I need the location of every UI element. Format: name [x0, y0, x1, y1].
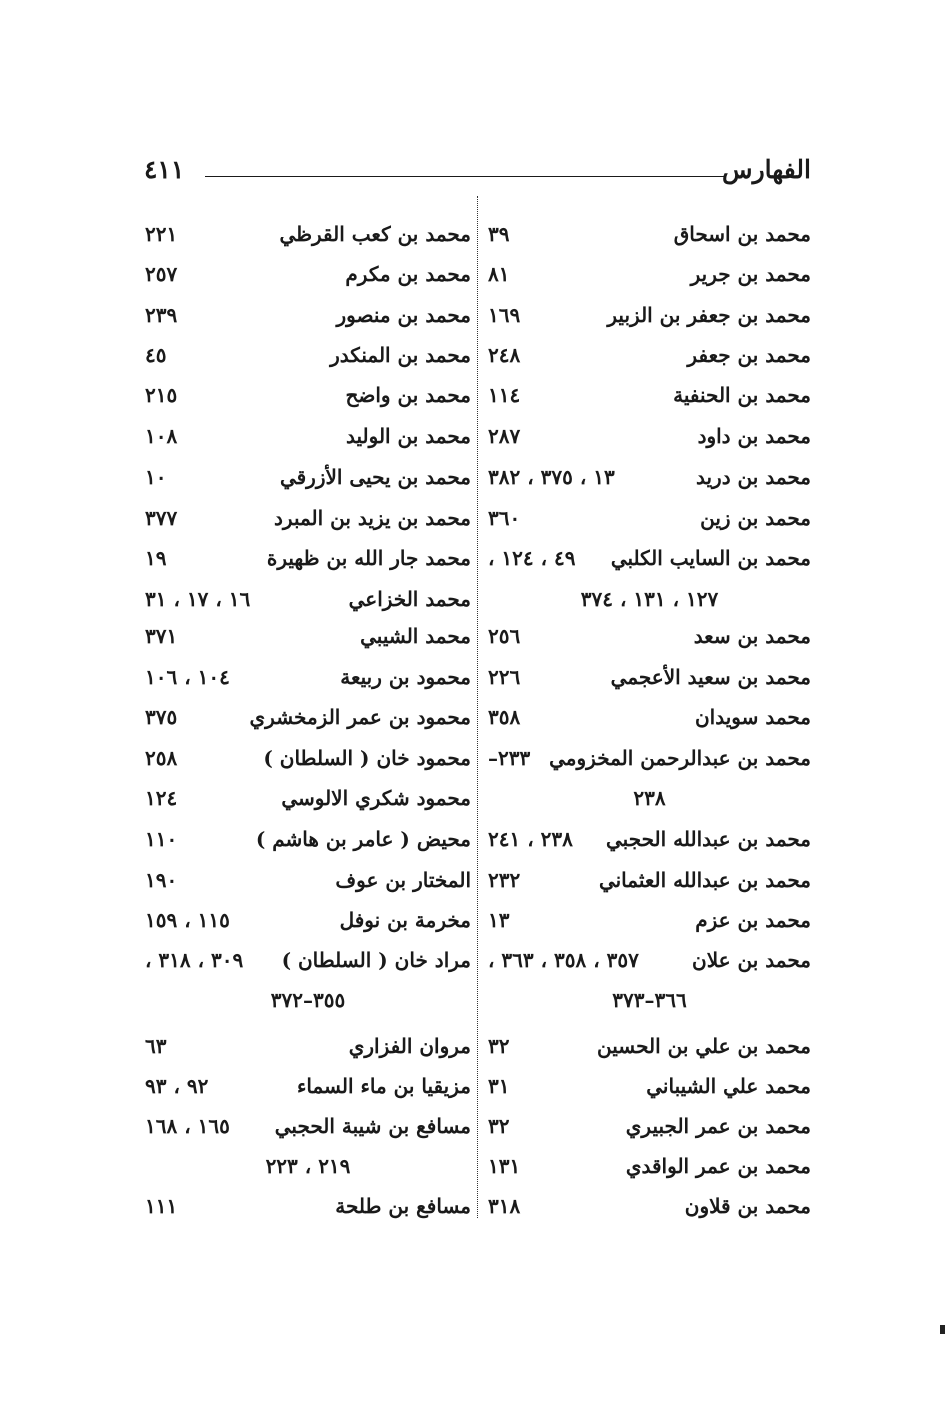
entry-name: المختار بن عوف — [335, 868, 471, 892]
entry-name: مراد خان ( السلطان ) — [281, 948, 471, 972]
entry-pages: ١٢٤ — [145, 786, 178, 810]
index-entry — [145, 697, 471, 737]
index-entry — [488, 498, 811, 538]
entry-name: محمد بن زين — [700, 506, 811, 530]
index-entry — [145, 416, 471, 456]
entry-pages: ١٦٥ ، ١٦٨ — [145, 1114, 230, 1138]
entry-name: محمد بن يزيد بن المبرد — [274, 506, 471, 530]
entry-name: محمد بن داود — [697, 424, 811, 448]
index-entry — [488, 1106, 811, 1146]
entry-name: محمود خان ( السلطان ) — [263, 746, 471, 770]
entry-pages: ٤٥ — [145, 343, 167, 367]
entry-pages: ٣٥٥–٣٧٢ — [270, 988, 346, 1012]
entry-name: مسافع بن طلحة — [335, 1194, 471, 1218]
entry-name: محمد بن دريد — [695, 465, 811, 489]
index-entry — [145, 860, 471, 900]
index-entry — [145, 457, 471, 497]
index-entry — [488, 1186, 811, 1226]
index-entry — [488, 1066, 811, 1106]
entry-name: محمد بن عبدالله الحجبي — [606, 827, 811, 851]
entry-pages: ٣٦٦–٣٧٣ — [612, 988, 687, 1012]
entry-pages: ٤٩ ، ١٢٤ ، — [488, 546, 576, 570]
index-entry — [488, 335, 811, 375]
entry-name: محمد بن الوليد — [345, 424, 471, 448]
page-number: ٤١١ — [144, 155, 185, 184]
entry-pages: ٣١ — [488, 1074, 510, 1098]
index-entry — [488, 738, 811, 778]
index-entry — [488, 254, 811, 294]
entry-pages: ٢١٩ ، ٢٢٣ — [265, 1154, 351, 1178]
entry-pages: ٣٧٥ — [145, 705, 178, 729]
index-entry — [145, 375, 471, 415]
entry-pages: ٢٥٧ — [145, 262, 178, 286]
entry-name: محمد بن علي بن الحسين — [596, 1034, 811, 1058]
index-entry — [488, 980, 811, 1020]
entry-pages: ٣١٨ — [488, 1194, 521, 1218]
entry-pages: ٢٣٨ ، ٢٤١ — [488, 827, 573, 851]
index-entry — [145, 616, 471, 656]
entry-pages: ٢٨٧ — [488, 424, 521, 448]
index-entry — [145, 1026, 471, 1066]
entry-name: محمد بن يحيى الأزرقي — [279, 465, 471, 489]
entry-name: مروان الفزاري — [348, 1034, 471, 1058]
index-entry — [145, 980, 471, 1020]
entry-pages: ٢٣٢ — [488, 868, 521, 892]
entry-pages: ١١٥ ، ١٥٩ — [145, 908, 230, 932]
entry-pages: ٢٣٩ — [145, 303, 178, 327]
entry-name: محمد بن عبدالله العثماني — [598, 868, 811, 892]
index-entry — [145, 214, 471, 254]
index-entry — [488, 416, 811, 456]
entry-name: محمد بن المنكدر — [330, 343, 471, 367]
index-entry — [488, 579, 811, 619]
entry-pages: ١٩ — [145, 546, 167, 570]
index-entry — [145, 657, 471, 697]
entry-pages: ١١٤ — [488, 383, 521, 407]
entry-name: محمد بن السايب الكلبي — [610, 546, 811, 570]
entry-pages: ٣٧١ — [145, 624, 178, 648]
index-entry — [488, 616, 811, 656]
entry-pages: ٣٢ — [488, 1034, 510, 1058]
entry-pages: ٣٦٠ — [488, 506, 521, 530]
entry-pages: ١١١ — [145, 1194, 178, 1218]
entry-pages: ٢٢٦ — [488, 665, 521, 689]
entry-name: محمد بن سعد — [693, 624, 811, 648]
entry-name: محمود بن ربيعة — [340, 665, 471, 689]
entry-name: محمد علي الشيباني — [646, 1074, 811, 1098]
index-entry — [145, 778, 471, 818]
entry-name: محمد بن جعفر — [687, 343, 811, 367]
entry-name: محمد بن الحنفية — [673, 383, 811, 407]
entry-name: محمد بن عمر الواقدي — [625, 1154, 811, 1178]
entry-pages: ١٢٧ ، ١٣١ ، ٣٧٤ — [580, 587, 719, 611]
entry-name: محمد سويدان — [694, 705, 811, 729]
entry-name: محمد بن منصور — [336, 303, 471, 327]
entry-pages: ٢٤٨ — [488, 343, 521, 367]
entry-name: مخرمة بن نوفل — [339, 908, 471, 932]
entry-name: محمد بن كعب القرظي — [279, 222, 471, 246]
scan-mark — [940, 1325, 945, 1334]
entry-name: محمد بن سعيد الأعجمي — [610, 665, 811, 689]
entry-pages: ٢٣٣– — [488, 746, 531, 770]
entry-name: مسافع بن شيبة الحجبي — [274, 1114, 471, 1138]
entry-name: محمد بن واضح — [345, 383, 471, 407]
entry-name: محيض ( عامر بن هاشم ) — [255, 827, 471, 851]
entry-pages: ٢٣٨ — [633, 786, 666, 810]
entry-pages: ٨١ — [488, 262, 510, 286]
index-entry — [145, 254, 471, 294]
entry-name: محمد بن قلاون — [684, 1194, 811, 1218]
entry-pages: ٣٢ — [488, 1114, 510, 1138]
index-entry — [145, 738, 471, 778]
index-entry — [488, 457, 811, 497]
entry-pages: ١١٠ — [145, 827, 178, 851]
entry-name: محمد جار الله بن ظهيرة — [266, 546, 471, 570]
entry-pages: ٣٥٧ ، ٣٥٨ ، ٣٦٣ ، — [488, 948, 639, 972]
index-entry — [145, 940, 471, 980]
entry-pages: ٣٠٩ ، ٣١٨ ، — [145, 948, 244, 972]
entry-pages: ٢١٥ — [145, 383, 178, 407]
entry-name: محمد بن عزم — [695, 908, 811, 932]
header-rule — [205, 176, 725, 177]
entry-name: محمد بن جرير — [690, 262, 811, 286]
index-entry — [145, 498, 471, 538]
index-entry — [488, 778, 811, 818]
index-entry — [145, 1066, 471, 1106]
entry-pages: ٩٢ ، ٩٣ — [145, 1074, 209, 1098]
index-entry — [145, 538, 471, 578]
index-entry — [488, 819, 811, 859]
entry-name: محمد بن عمر الجبيري — [625, 1114, 811, 1138]
entry-name: محمد بن اسحاق — [673, 222, 811, 246]
page-title: الفهارس — [722, 155, 811, 184]
entry-pages: ١٣١ — [488, 1154, 521, 1178]
index-entry — [145, 335, 471, 375]
index-entry — [488, 860, 811, 900]
entry-name: محمد بن علان — [692, 948, 811, 972]
entry-pages: ١٣ — [488, 908, 510, 932]
index-entry — [488, 295, 811, 335]
entry-pages: ١٠٨ — [145, 424, 178, 448]
index-entry — [145, 1146, 471, 1186]
entry-name: مزيقيا بن ماء السماء — [296, 1074, 471, 1098]
index-entry — [145, 295, 471, 335]
index-entry — [488, 657, 811, 697]
entry-pages: ١٠ — [145, 465, 167, 489]
entry-name: محمد الخزاعي — [348, 587, 471, 611]
entry-pages: ٣٧٧ — [145, 506, 178, 530]
entry-pages: ٢٥٨ — [145, 746, 178, 770]
index-entry — [488, 538, 811, 578]
index-entry — [488, 900, 811, 940]
entry-name: محمود بن عمر الزمخشري — [249, 705, 471, 729]
entry-pages: ٦٣ — [145, 1034, 167, 1058]
entry-pages: ١٦ ، ١٧ ، ٣١ — [145, 587, 251, 611]
entry-pages: ٢٢١ — [145, 222, 178, 246]
entry-pages: ٣٥٨ — [488, 705, 521, 729]
entry-pages: ١٠٤ ، ١٠٦ — [145, 665, 230, 689]
entry-pages: ٣٩ — [488, 222, 510, 246]
index-entry — [488, 697, 811, 737]
index-entry — [488, 375, 811, 415]
column-divider — [477, 196, 478, 1218]
entry-name: محمد بن مكرم — [345, 262, 471, 286]
entry-pages: ١٩٠ — [145, 868, 178, 892]
entry-name: محمد بن جعفر بن الزبير — [607, 303, 811, 327]
index-entry — [488, 1146, 811, 1186]
entry-name: محمد بن عبدالرحمن المخزومي — [549, 746, 811, 770]
entry-pages: ١٦٩ — [488, 303, 521, 327]
index-entry — [145, 579, 471, 619]
index-entry — [488, 214, 811, 254]
index-entry — [488, 940, 811, 980]
entry-name: محمود شكري الالوسي — [281, 786, 471, 810]
index-entry — [488, 1026, 811, 1066]
entry-name: محمد الشيبي — [360, 624, 471, 648]
index-entry — [145, 1186, 471, 1226]
entry-pages: ٢٥٦ — [488, 624, 521, 648]
index-entry — [145, 819, 471, 859]
index-entry — [145, 1106, 471, 1146]
index-entry — [145, 900, 471, 940]
entry-pages: ١٣ ، ٣٧٥ ، ٣٨٢ — [488, 465, 615, 489]
